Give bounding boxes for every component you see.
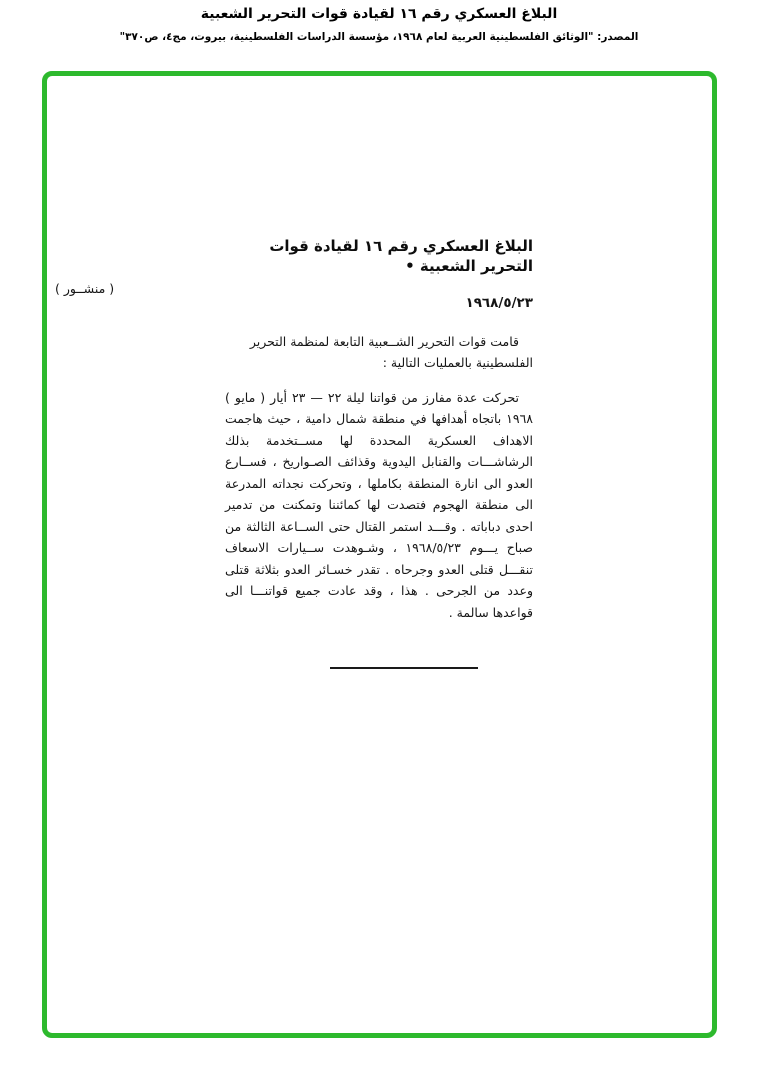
page-header bbox=[0, 6, 758, 43]
document-date bbox=[225, 295, 533, 311]
document-page bbox=[47, 76, 712, 1033]
date-value: ١٩٦٨/٥/٢٣ bbox=[465, 294, 533, 311]
page-title: البلاغ العسكري رقم ١٦ لقيادة قوات التحرير الشعبية bbox=[200, 6, 558, 22]
document-title: البلاغ العسكري رقم ١٦ لقيادة قوات التحرير الشعبية • bbox=[269, 237, 533, 276]
body-paragraph: تحركت عدة مفارز من قواتنا ليلة ٢٢ — ٢٣ أيار ( مايو ) ١٩٦٨ باتجاه أهدافها في منطقة شمال دامية ، حيث هاجمت الاهداف العسكرية المحددة لها مســتخدمة بذلك الرشاشـــات والقنابل اليدوية وقذائف الصـواريخ ، فســارع العدو الى انارة المنطقة بكاملها ، وتحركت نجداته المدرعة الى منطقة الهجوم فتصدت لها كمائننا وتمكنت من تدمير احدى دباباته . وقـــد استمر القتال حتى الســاعة الثالثة من صباح يـــوم ١٩٦٨/٥/٢٣ ، وشـوهدت ســيارات الاسعاف تنقـــل قتلى العدو وجرحاه . تقدر خسـائر العدو بثلاثة قتلى وعدد من الجرحى . هذا ، وقد عادت جميع قواتنـــا الى قواعدها سالمة . bbox=[225, 389, 533, 620]
source-citation: المصدر: "الوثائق الفلسطينية العربية لعام ١٩٦٨، مؤسسة الدراسات الفلسطينية، بيروت، مج٤، ص٣٧٠" bbox=[119, 31, 639, 43]
publication-note: ( منشــور ) bbox=[55, 281, 115, 296]
text-column bbox=[225, 236, 533, 669]
section-divider bbox=[330, 667, 478, 669]
intro-paragraph: قامت قوات التحرير الشــعبية التابعة لمنظمة التحرير الفلسطينية بالعمليات التالية : bbox=[249, 333, 533, 370]
document-frame bbox=[42, 71, 717, 1038]
